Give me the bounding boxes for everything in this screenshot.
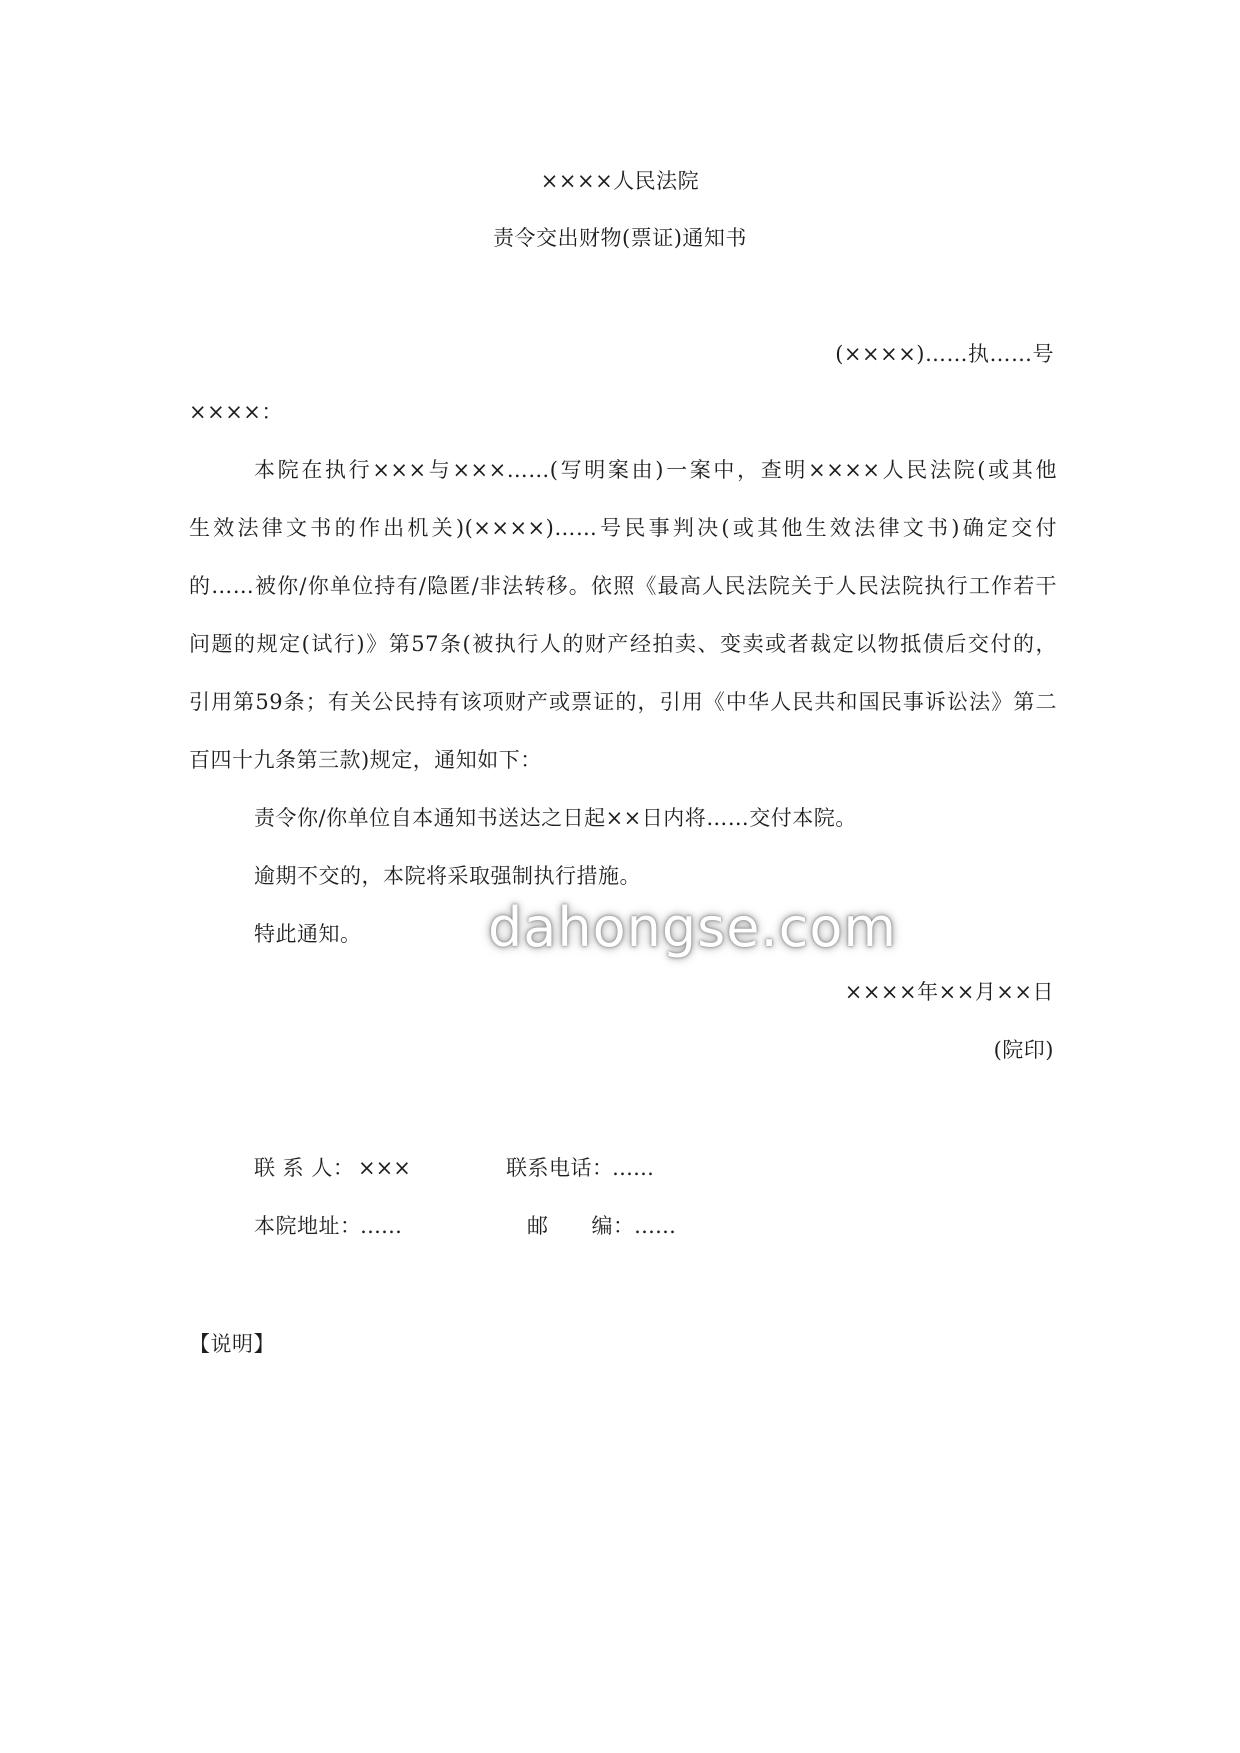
note-heading: 【说明】 <box>189 1332 275 1356</box>
contact-person-label: 联 系 人： <box>254 1156 355 1180</box>
body-paragraph-line-4: 问题的规定(试行)》第57条(被执行人的财产经拍卖、变卖或者裁定以物抵债后交付的， <box>189 632 1057 656</box>
issue-date: ××××年××月××日 <box>844 980 1054 1004</box>
body-paragraph-line-1: 本院在执行×××与×××……(写明案由)一案中，查明××××人民法院(或其他 <box>254 458 1057 482</box>
site-watermark: dahongse.com <box>488 896 897 959</box>
contact-phone-value: …… <box>612 1156 654 1180</box>
postcode-label: 邮 编： <box>527 1214 635 1238</box>
court-address-value: …… <box>360 1214 402 1238</box>
closing-paragraph: 特此通知。 <box>254 922 362 946</box>
court-seal: (院印) <box>993 1038 1054 1062</box>
contact-phone-label: 联系电话： <box>506 1156 614 1180</box>
document-title: 责令交出财物(票证)通知书 <box>493 226 747 250</box>
addressee: ××××： <box>189 400 283 424</box>
warning-paragraph: 逾期不交的，本院将采取强制执行措施。 <box>254 864 641 888</box>
body-paragraph-line-5: 引用第59条；有关公民持有该项财产或票证的，引用《中华人民共和国民事诉讼法》第二 <box>189 690 1057 714</box>
order-paragraph: 责令你/你单位自本通知书送达之日起××日内将……交付本院。 <box>254 806 857 830</box>
body-paragraph-line-2: 生效法律文书的作出机关)(××××)……号民事判决(或其他生效法律文书)确定交付 <box>189 516 1057 540</box>
case-number: (××××)……执……号 <box>835 342 1054 366</box>
contact-person-value: ××× <box>358 1156 411 1180</box>
postcode-value: …… <box>634 1214 676 1238</box>
body-paragraph-line-6: 百四十九条第三款)规定，通知如下： <box>189 748 542 772</box>
body-paragraph-line-3: 的……被你/你单位持有/隐匿/非法转移。依照《最高人民法院关于人民法院执行工作若干 <box>189 574 1057 598</box>
court-name: ××××人民法院 <box>540 169 700 193</box>
court-address-label: 本院地址： <box>254 1214 362 1238</box>
